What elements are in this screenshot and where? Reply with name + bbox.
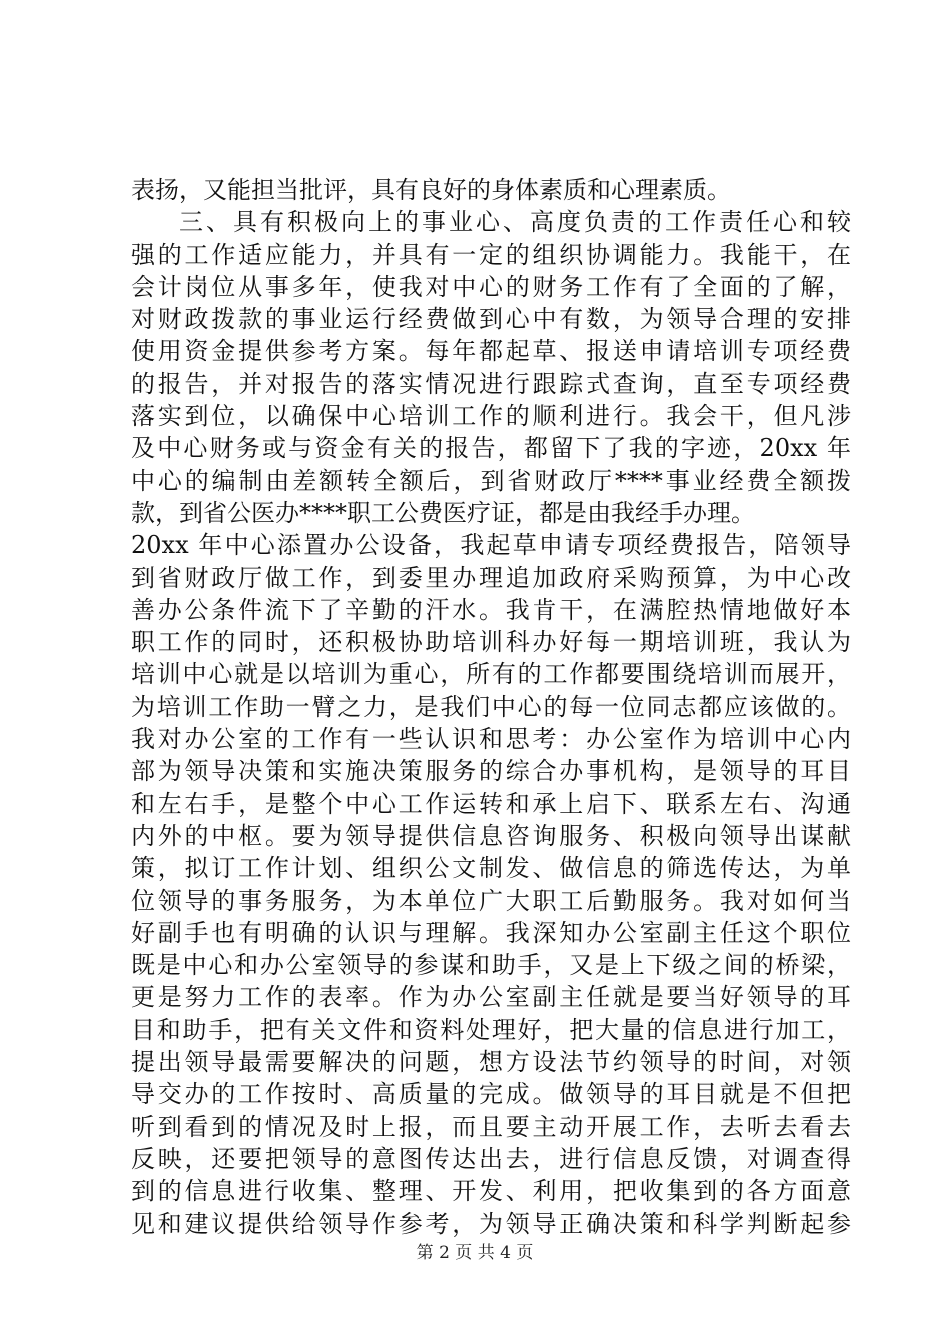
text-line: 听到看到的情况及时上报，而且要主动开展工作，去听去看去 xyxy=(131,1112,851,1141)
text-line: 好副手也有明确的认识与理解。我深知办公室副主任这个职位 xyxy=(131,918,851,947)
text-line: 部为领导决策和实施决策服务的综合办事机构，是领导的耳目 xyxy=(131,757,851,786)
text-line: 导交办的工作按时、高质量的完成。做领导的耳目就是不但把 xyxy=(131,1080,851,1109)
text-line: 款，到省公医办****职工公费医疗证，都是由我经手办理。 xyxy=(131,498,755,527)
text-line: 既是中心和办公室领导的参谋和助手，又是上下级之间的桥梁， xyxy=(131,951,851,980)
text-line: 我对办公室的工作有一些认识和思考：办公室作为培训中心内 xyxy=(131,725,851,754)
text-line: 及中心财务或与资金有关的报告，都留下了我的字迹，20xx 年 xyxy=(131,434,851,463)
text-line: 到省财政厅做工作，到委里办理追加政府采购预算，为中心改 xyxy=(131,563,851,592)
text-line: 对财政拨款的事业运行经费做到心中有数，为领导合理的安排 xyxy=(131,305,851,334)
body-text xyxy=(131,174,851,1240)
text-line: 目和助手，把有关文件和资料处理好，把大量的信息进行加工， xyxy=(131,1015,851,1044)
text-line: 内外的中枢。要为领导提供信息咨询服务、积极向领导出谋献 xyxy=(131,821,851,850)
text-line: 和左右手，是整个中心工作运转和承上启下、联系左右、沟通 xyxy=(131,789,851,818)
text-line: 到的信息进行收集、整理、开发、利用，把收集到的各方面意 xyxy=(131,1177,851,1206)
text-line: 强的工作适应能力，并具有一定的组织协调能力。我能干，在 xyxy=(131,240,851,269)
text-line: 会计岗位从事多年，使我对中心的财务工作有了全面的了解， xyxy=(131,272,851,301)
text-line: 培训中心就是以培训为重心，所有的工作都要围绕培训而展开， xyxy=(131,660,851,689)
text-line: 见和建议提供给领导作参考，为领导正确决策和科学判断起参 xyxy=(131,1209,851,1238)
text-line: 位领导的事务服务，为本单位广大职工后勤服务。我对如何当 xyxy=(131,886,851,915)
text-line: 职工作的同时，还积极协助培训科办好每一期培训班，我认为 xyxy=(131,628,851,657)
text-line: 三、具有积极向上的事业心、高度负责的工作责任心和较 xyxy=(179,208,851,237)
text-line: 落实到位，以确保中心培训工作的顺利进行。我会干，但凡涉 xyxy=(131,402,851,431)
text-line: 善办公条件流下了辛勤的汗水。我肯干，在满腔热情地做好本 xyxy=(131,595,851,624)
text-line: 20xx 年中心添置办公设备，我起草申请专项经费报告，陪领导 xyxy=(131,531,851,560)
text-line: 策，拟订工作计划、组织公文制发、做信息的筛选传达，为单 xyxy=(131,854,851,883)
page-footer: 第 2 页 共 4 页 xyxy=(416,1243,534,1263)
text-line: 的报告，并对报告的落实情况进行跟踪式查询，直至专项经费 xyxy=(131,369,851,398)
text-line: 更是努力工作的表率。作为办公室副主任就是要当好领导的耳 xyxy=(131,983,851,1012)
text-line: 使用资金提供参考方案。每年都起草、报送申请培训专项经费 xyxy=(131,337,851,366)
text-line: 表扬，又能担当批评，具有良好的身体素质和心理素质。 xyxy=(131,176,731,204)
text-line: 提出领导最需要解决的问题，想方设法节约领导的时间，对领 xyxy=(131,1048,851,1077)
text-line: 反映，还要把领导的意图传达出去，进行信息反馈，对调查得 xyxy=(131,1144,851,1173)
text-line: 中心的编制由差额转全额后，到省财政厅****事业经费全额拨 xyxy=(131,466,851,495)
text-line: 为培训工作助一臂之力，是我们中心的每一位同志都应该做的。 xyxy=(131,692,851,721)
